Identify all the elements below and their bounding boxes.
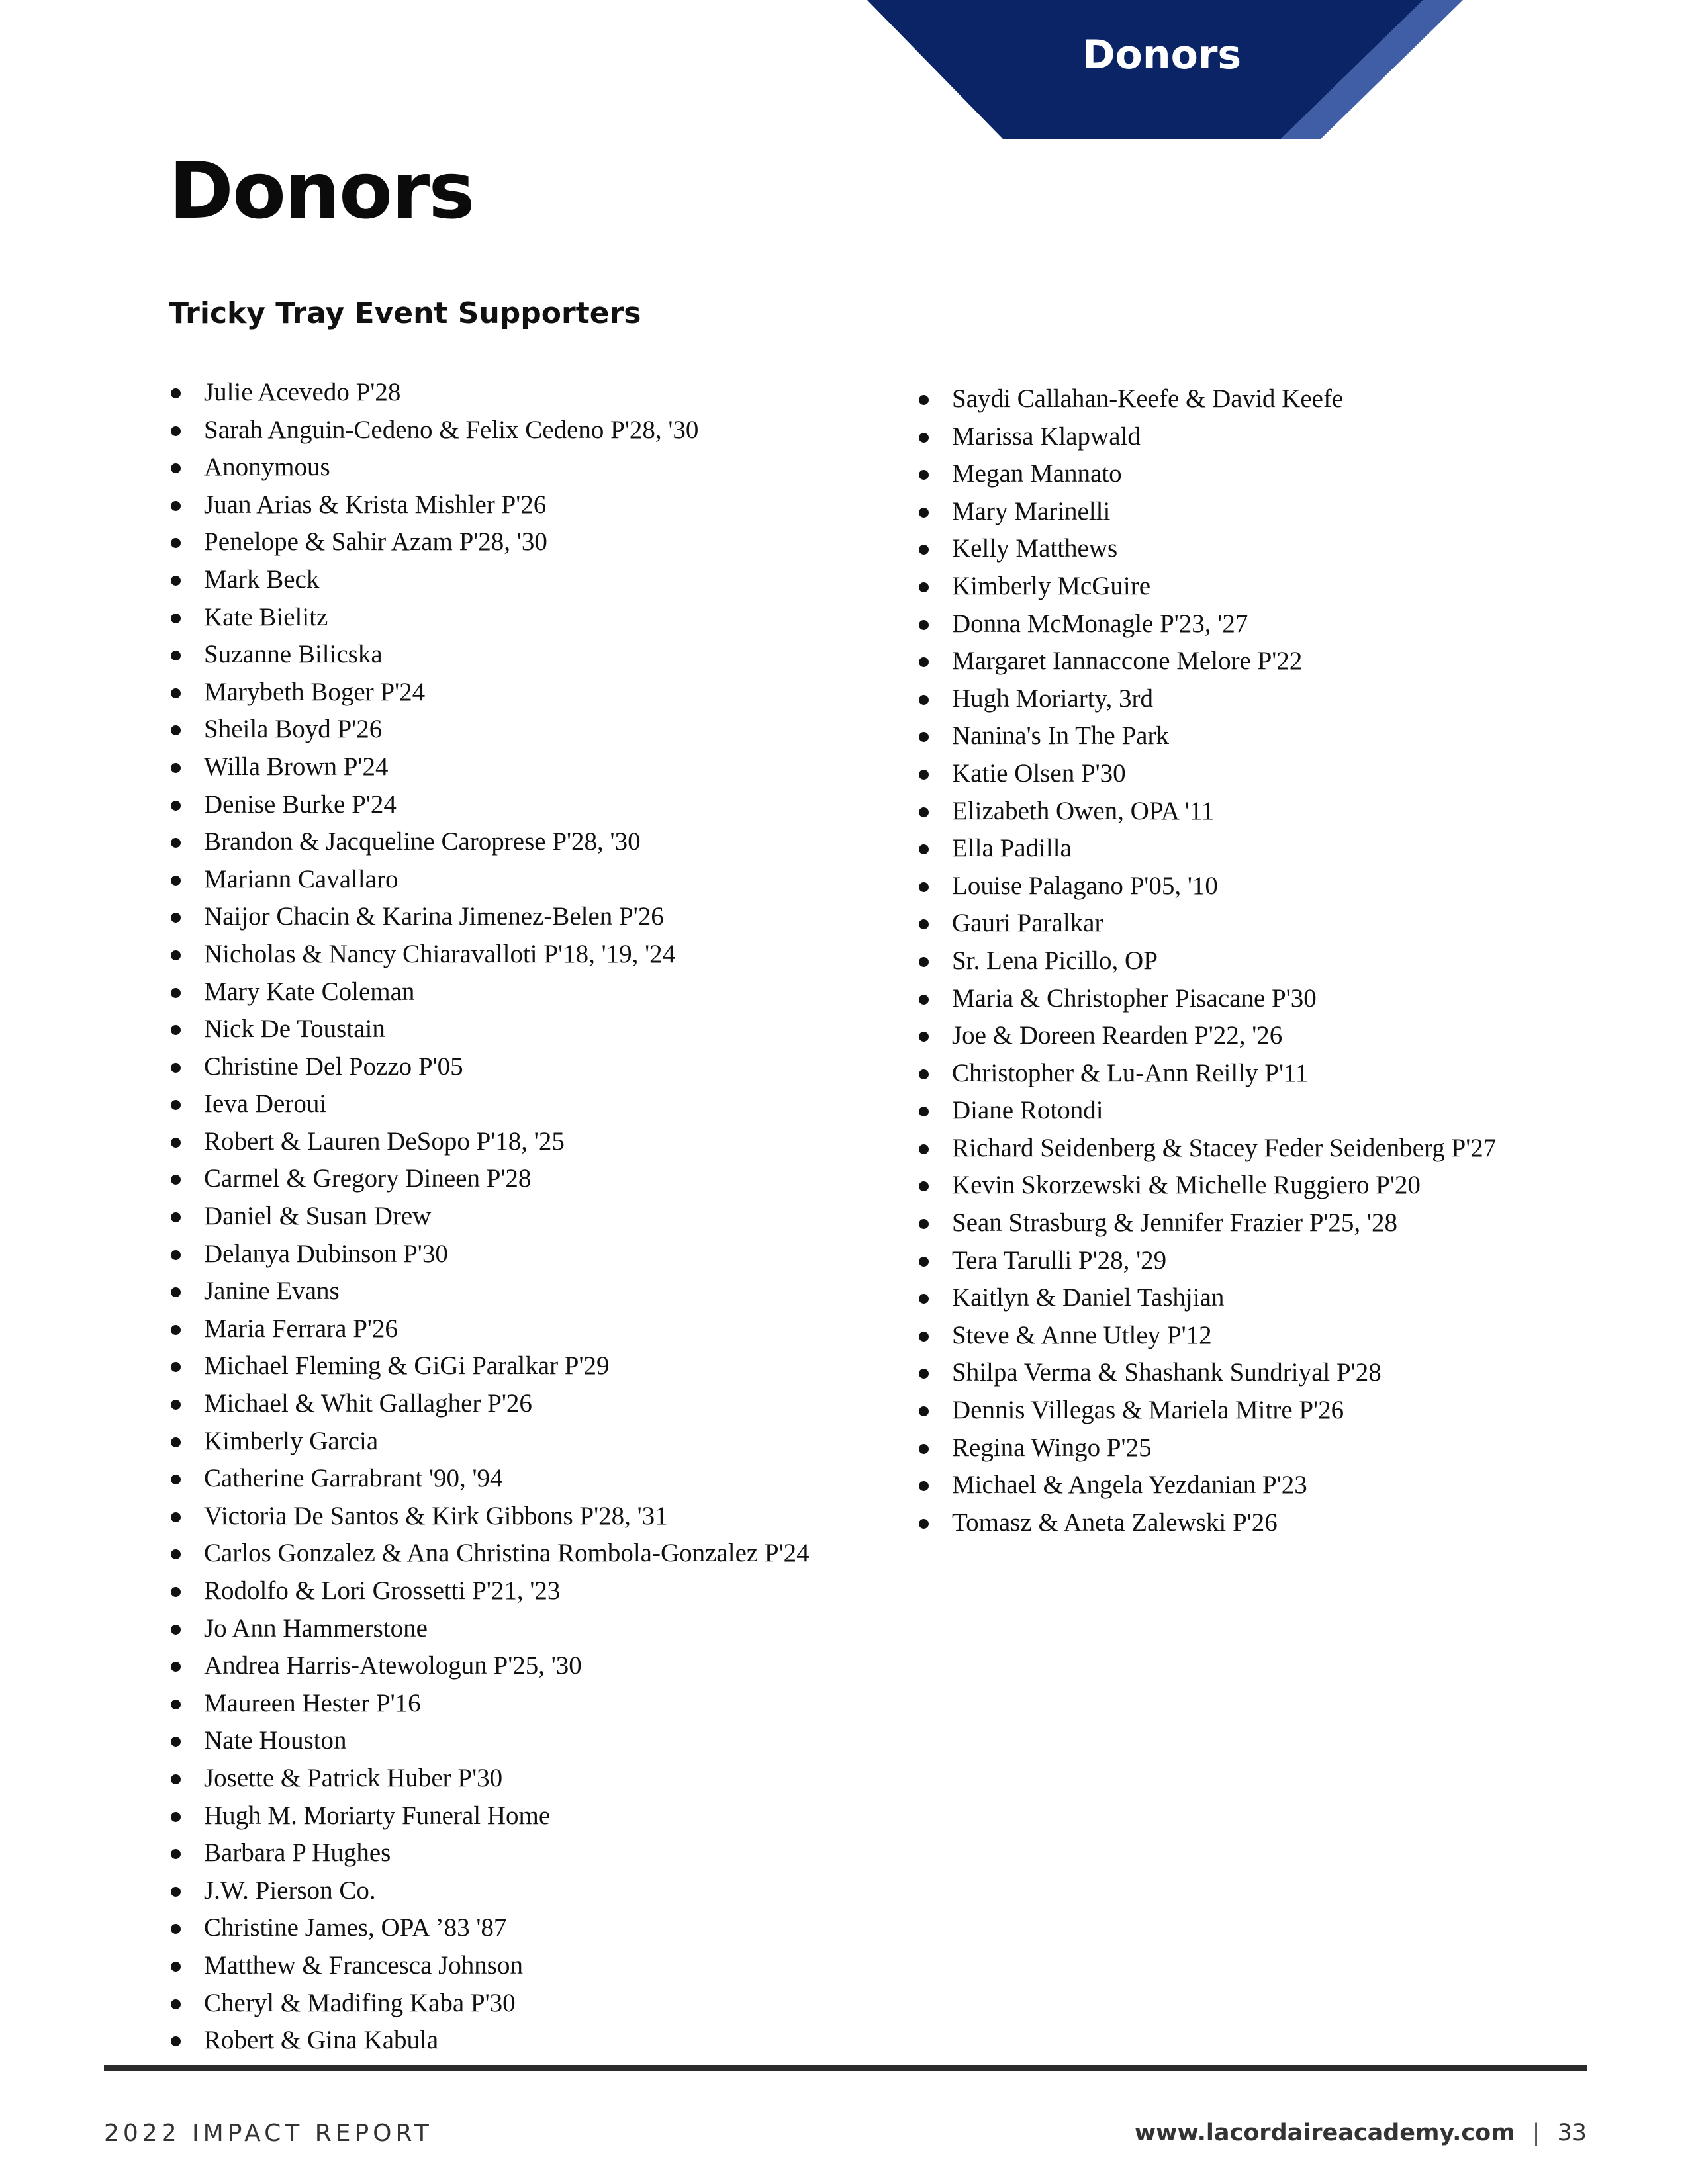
bullet-icon bbox=[919, 657, 929, 667]
donor-name: Julie Acevedo P'28 bbox=[204, 378, 401, 406]
donor-list-item bbox=[917, 568, 1496, 606]
bullet-icon bbox=[171, 2036, 181, 2046]
donor-list-item bbox=[169, 1347, 810, 1385]
donor-name: Marybeth Boger P'24 bbox=[204, 677, 426, 706]
bullet-icon bbox=[171, 1025, 181, 1035]
donor-list-item bbox=[917, 905, 1496, 942]
donor-name: Willa Brown P'24 bbox=[204, 752, 389, 781]
donor-list-right bbox=[917, 381, 1496, 1541]
bullet-icon bbox=[919, 1481, 929, 1491]
donor-list-item bbox=[169, 1647, 810, 1685]
donor-name: Richard Seidenberg & Stacey Feder Seidenberg P'27 bbox=[952, 1133, 1497, 1162]
donor-list-item bbox=[169, 1872, 810, 1910]
bullet-icon bbox=[171, 1250, 181, 1260]
donor-list-item bbox=[169, 523, 810, 561]
donor-name: Elizabeth Owen, OPA '11 bbox=[952, 796, 1215, 825]
bullet-icon bbox=[171, 838, 181, 848]
donor-list-item bbox=[169, 486, 810, 524]
bullet-icon bbox=[919, 919, 929, 929]
donor-name: Maureen Hester P'16 bbox=[204, 1688, 421, 1717]
donor-list-item bbox=[917, 1205, 1496, 1242]
donor-list-item bbox=[169, 1310, 810, 1348]
donor-name: Michael Fleming & GiGi Paralkar P'29 bbox=[204, 1351, 610, 1381]
bullet-icon bbox=[919, 1219, 929, 1229]
donor-name: Christopher & Lu-Ann Reilly P'11 bbox=[952, 1058, 1309, 1087]
bullet-icon bbox=[171, 1212, 181, 1222]
donor-list-item bbox=[917, 980, 1496, 1018]
donor-list-item bbox=[169, 1011, 810, 1048]
footer-divider bbox=[104, 2065, 1587, 2071]
bullet-icon bbox=[171, 576, 181, 586]
donor-name: Hugh Moriarty, 3rd bbox=[952, 684, 1154, 713]
donor-list-item bbox=[917, 830, 1496, 868]
donor-name: Christine Del Pozzo P'05 bbox=[204, 1052, 463, 1081]
donor-list-item bbox=[169, 749, 810, 786]
donor-name: Kimberly Garcia bbox=[204, 1426, 379, 1455]
bullet-icon bbox=[171, 426, 181, 436]
donor-list-item bbox=[169, 636, 810, 674]
donor-name: Saydi Callahan-Keefe & David Keefe bbox=[952, 385, 1344, 413]
donor-name: Kaitlyn & Daniel Tashjian bbox=[952, 1283, 1225, 1312]
donor-name: Victoria De Santos & Kirk Gibbons P'28, '31 bbox=[204, 1501, 668, 1530]
bullet-icon bbox=[171, 1475, 181, 1484]
donor-list-item bbox=[169, 1572, 810, 1610]
donor-list-item bbox=[169, 1460, 810, 1498]
donor-name: Kate Bielitz bbox=[204, 602, 328, 631]
donor-list-item bbox=[169, 1198, 810, 1236]
donor-list-item bbox=[169, 674, 810, 711]
donor-name: Diane Rotondi bbox=[952, 1096, 1103, 1125]
donor-name: Mary Marinelli bbox=[952, 496, 1111, 525]
donor-name: Carlos Gonzalez & Ana Christina Rombola-Gonzalez P'24 bbox=[204, 1539, 810, 1568]
page-title: Donors bbox=[169, 145, 474, 236]
donor-list-item bbox=[917, 530, 1496, 568]
bullet-icon bbox=[919, 1032, 929, 1042]
donor-list-item bbox=[169, 449, 810, 486]
donor-list-item bbox=[169, 1048, 810, 1086]
bullet-icon bbox=[919, 1332, 929, 1342]
donor-list-item bbox=[917, 455, 1496, 493]
donor-name: Mark Beck bbox=[204, 565, 320, 594]
donor-list-item bbox=[917, 1092, 1496, 1130]
donor-name: Maria & Christopher Pisacane P'30 bbox=[952, 983, 1317, 1013]
donor-name: Sheila Boyd P'26 bbox=[204, 715, 383, 744]
donor-list-item bbox=[917, 493, 1496, 531]
bullet-icon bbox=[171, 1400, 181, 1410]
bullet-icon bbox=[171, 1100, 181, 1110]
donor-name: Steve & Anne Utley P'12 bbox=[952, 1320, 1212, 1349]
donor-list-item bbox=[169, 1909, 810, 1947]
bullet-icon bbox=[171, 388, 181, 398]
donor-list-item bbox=[917, 1130, 1496, 1167]
donor-name: Penelope & Sahir Azam P'28, '30 bbox=[204, 527, 547, 557]
donor-list-item bbox=[917, 755, 1496, 793]
donor-name: Sarah Anguin-Cedeno & Felix Cedeno P'28, '30 bbox=[204, 415, 699, 444]
donor-list-item bbox=[169, 1985, 810, 2023]
bullet-icon bbox=[171, 1774, 181, 1784]
donor-list-item bbox=[169, 1273, 810, 1310]
bullet-icon bbox=[919, 882, 929, 892]
bullet-icon bbox=[171, 463, 181, 473]
donor-list-item bbox=[917, 1504, 1496, 1542]
donor-name: Nicholas & Nancy Chiaravalloti P'18, '19, '24 bbox=[204, 939, 676, 968]
bullet-icon bbox=[919, 1069, 929, 1079]
banner-label: Donors bbox=[1082, 32, 1242, 78]
bullet-icon bbox=[171, 1287, 181, 1297]
donor-name: Janine Evans bbox=[204, 1277, 340, 1306]
bullet-icon bbox=[919, 470, 929, 480]
footer-report-label: 2022 IMPACT REPORT bbox=[104, 2120, 433, 2147]
donor-name: Tera Tarulli P'28, '29 bbox=[952, 1246, 1167, 1275]
donor-name: Josette & Patrick Huber P'30 bbox=[204, 1763, 503, 1792]
donor-name: Marissa Klapwald bbox=[952, 422, 1141, 451]
donor-list-item bbox=[169, 1722, 810, 1760]
donor-list-item bbox=[169, 1236, 810, 1273]
donor-name: Jo Ann Hammerstone bbox=[204, 1614, 428, 1643]
donor-list-item bbox=[917, 868, 1496, 905]
donor-name: Delanya Dubinson P'30 bbox=[204, 1239, 448, 1268]
bullet-icon bbox=[919, 807, 929, 817]
donor-list-item bbox=[169, 1535, 810, 1572]
donor-name: Margaret Iannaccone Melore P'22 bbox=[952, 647, 1303, 676]
donor-name: Ella Padilla bbox=[952, 834, 1072, 863]
donor-list-item bbox=[169, 1610, 810, 1648]
bullet-icon bbox=[919, 395, 929, 405]
bullet-icon bbox=[919, 1369, 929, 1379]
bullet-icon bbox=[919, 770, 929, 780]
donor-list-item bbox=[917, 717, 1496, 755]
bullet-icon bbox=[919, 957, 929, 967]
donor-name: Mary Kate Coleman bbox=[204, 977, 415, 1006]
bullet-icon bbox=[171, 1325, 181, 1335]
donor-list-item bbox=[169, 1085, 810, 1123]
bullet-icon bbox=[171, 725, 181, 735]
bullet-icon bbox=[171, 1999, 181, 2009]
bullet-icon bbox=[919, 1406, 929, 1416]
bullet-icon bbox=[919, 620, 929, 630]
donor-list-item bbox=[169, 974, 810, 1011]
donor-list-item bbox=[917, 1354, 1496, 1392]
donor-name: Nick De Toustain bbox=[204, 1015, 385, 1044]
bullet-icon bbox=[919, 545, 929, 555]
donor-list-item bbox=[917, 680, 1496, 718]
donor-list-item bbox=[169, 374, 810, 412]
donor-name: Anonymous bbox=[204, 453, 330, 482]
donor-name: Joe & Doreen Rearden P'22, '26 bbox=[952, 1021, 1283, 1050]
bullet-icon bbox=[171, 1924, 181, 1934]
donor-name: Rodolfo & Lori Grossetti P'21, '23 bbox=[204, 1576, 561, 1605]
donor-name: Naijor Chacin & Karina Jimenez-Belen P'26 bbox=[204, 902, 664, 931]
donor-list-item bbox=[169, 1385, 810, 1423]
bullet-icon bbox=[171, 913, 181, 923]
bullet-icon bbox=[171, 1812, 181, 1822]
donor-list-item bbox=[169, 711, 810, 749]
donor-name: Mariann Cavallaro bbox=[204, 864, 399, 893]
donor-list-item bbox=[917, 793, 1496, 831]
donor-name: Christine James, OPA ’83 '87 bbox=[204, 1913, 507, 1942]
bullet-icon bbox=[171, 801, 181, 811]
donor-name: Regina Wingo P'25 bbox=[952, 1433, 1152, 1462]
donor-name: Kevin Skorzewski & Michelle Ruggiero P'20 bbox=[952, 1171, 1421, 1200]
donor-name: Kimberly McGuire bbox=[952, 571, 1151, 600]
donor-name: Louise Palagano P'05, '10 bbox=[952, 871, 1218, 900]
donor-name: Megan Mannato bbox=[952, 459, 1122, 488]
donor-list-item bbox=[917, 1017, 1496, 1055]
donor-list-item bbox=[917, 1392, 1496, 1430]
donor-list-item bbox=[917, 643, 1496, 680]
donor-list-item bbox=[169, 1123, 810, 1161]
bullet-icon bbox=[919, 732, 929, 742]
bullet-icon bbox=[171, 1512, 181, 1522]
bullet-icon bbox=[919, 1444, 929, 1454]
bullet-icon bbox=[919, 1294, 929, 1304]
donor-list-item bbox=[169, 561, 810, 599]
donor-name: Maria Ferrara P'26 bbox=[204, 1314, 398, 1343]
donor-name: Donna McMonagle P'23, '27 bbox=[952, 609, 1248, 638]
donor-list-item bbox=[169, 861, 810, 899]
donor-list-item bbox=[917, 1467, 1496, 1504]
bullet-icon bbox=[171, 1437, 181, 1447]
bullet-icon bbox=[171, 1662, 181, 1672]
bullet-icon bbox=[171, 876, 181, 886]
donor-name: Nanina's In The Park bbox=[952, 721, 1169, 751]
donor-name: Hugh M. Moriarty Funeral Home bbox=[204, 1801, 551, 1830]
bullet-icon bbox=[919, 508, 929, 518]
bullet-icon bbox=[171, 1887, 181, 1897]
donor-name: Ieva Deroui bbox=[204, 1089, 327, 1118]
bullet-icon bbox=[171, 1625, 181, 1635]
donor-name: Michael & Whit Gallagher P'26 bbox=[204, 1389, 532, 1418]
bullet-icon bbox=[919, 1257, 929, 1267]
bullet-icon bbox=[171, 950, 181, 960]
donor-name: Brandon & Jacqueline Caroprese P'28, '30 bbox=[204, 827, 641, 856]
donor-list-item bbox=[169, 823, 810, 861]
donor-name: Daniel & Susan Drew bbox=[204, 1202, 432, 1231]
donor-list-item bbox=[169, 1947, 810, 1985]
bullet-icon bbox=[919, 582, 929, 592]
bullet-icon bbox=[171, 501, 181, 511]
donor-name: Barbara P Hughes bbox=[204, 1839, 391, 1868]
footer-right bbox=[1135, 2120, 1587, 2146]
bullet-icon bbox=[171, 1175, 181, 1185]
donor-list-item bbox=[169, 898, 810, 936]
donor-name: Denise Burke P'24 bbox=[204, 790, 397, 819]
bullet-icon bbox=[171, 538, 181, 548]
bullet-icon bbox=[919, 995, 929, 1005]
bullet-icon bbox=[171, 1549, 181, 1559]
donor-list-item bbox=[169, 1160, 810, 1198]
donor-name: Carmel & Gregory Dineen P'28 bbox=[204, 1164, 532, 1193]
donor-list-item bbox=[169, 786, 810, 824]
donor-list-item bbox=[917, 1279, 1496, 1317]
donor-list-item bbox=[917, 1242, 1496, 1280]
bullet-icon bbox=[919, 844, 929, 854]
donor-name: Cheryl & Madifing Kaba P'30 bbox=[204, 1988, 516, 2017]
donor-list-item bbox=[169, 1498, 810, 1535]
donor-list-item bbox=[169, 936, 810, 974]
bullet-icon bbox=[171, 1138, 181, 1148]
donor-list-item bbox=[169, 1760, 810, 1797]
donor-name: Sean Strasburg & Jennifer Frazier P'25, '28 bbox=[952, 1208, 1397, 1238]
bullet-icon bbox=[919, 433, 929, 443]
donor-name: Robert & Lauren DeSopo P'18, '25 bbox=[204, 1126, 565, 1156]
bullet-icon bbox=[919, 1144, 929, 1154]
donor-name: Shilpa Verma & Shashank Sundriyal P'28 bbox=[952, 1358, 1382, 1387]
donor-name: Michael & Angela Yezdanian P'23 bbox=[952, 1471, 1307, 1500]
bullet-icon bbox=[919, 695, 929, 705]
bullet-icon bbox=[171, 1737, 181, 1747]
bullet-icon bbox=[919, 1107, 929, 1116]
donor-list-item bbox=[169, 1835, 810, 1872]
donor-name: Tomasz & Aneta Zalewski P'26 bbox=[952, 1508, 1278, 1537]
donor-list-item bbox=[169, 2022, 810, 2060]
donor-list-item bbox=[917, 1167, 1496, 1205]
donor-name: Sr. Lena Picillo, OP bbox=[952, 946, 1158, 975]
donor-list-item bbox=[169, 412, 810, 449]
donor-name: Kelly Matthews bbox=[952, 534, 1118, 563]
donor-list-item bbox=[917, 1430, 1496, 1467]
bullet-icon bbox=[171, 988, 181, 998]
page-number: 33 bbox=[1557, 2120, 1587, 2146]
bullet-icon bbox=[171, 1362, 181, 1372]
donor-list-item bbox=[917, 381, 1496, 418]
donor-list-left bbox=[169, 374, 810, 2060]
bullet-icon bbox=[171, 651, 181, 660]
bullet-icon bbox=[171, 614, 181, 623]
section-heading: Tricky Tray Event Supporters bbox=[169, 296, 641, 330]
donor-name: Dennis Villegas & Mariela Mitre P'26 bbox=[952, 1396, 1344, 1425]
donor-list-item bbox=[169, 1685, 810, 1723]
donor-name: Robert & Gina Kabula bbox=[204, 2026, 439, 2055]
bullet-icon bbox=[919, 1519, 929, 1529]
bullet-icon bbox=[171, 1700, 181, 1709]
donor-name: Juan Arias & Krista Mishler P'26 bbox=[204, 490, 547, 519]
donor-name: Katie Olsen P'30 bbox=[952, 758, 1126, 788]
bullet-icon bbox=[919, 1181, 929, 1191]
donor-list-item bbox=[169, 1797, 810, 1835]
header-banner bbox=[0, 0, 1688, 142]
donor-name: Nate Houston bbox=[204, 1726, 347, 1755]
donor-name: Catherine Garrabrant '90, '94 bbox=[204, 1464, 503, 1493]
donor-list-item bbox=[917, 606, 1496, 643]
donor-name: Gauri Paralkar bbox=[952, 909, 1103, 938]
donor-name: Andrea Harris-Atewologun P'25, '30 bbox=[204, 1651, 582, 1680]
bullet-icon bbox=[171, 1962, 181, 1972]
footer-separator: | bbox=[1532, 2120, 1540, 2146]
bullet-icon bbox=[171, 1063, 181, 1073]
donor-list-item bbox=[917, 418, 1496, 456]
donor-name: Suzanne Bilicska bbox=[204, 640, 383, 669]
donor-list-item bbox=[169, 599, 810, 637]
donor-list-item bbox=[169, 1423, 810, 1461]
bullet-icon bbox=[171, 1849, 181, 1859]
donor-list-item bbox=[917, 942, 1496, 980]
donor-name: Matthew & Francesca Johnson bbox=[204, 1950, 523, 1979]
donor-name: J.W. Pierson Co. bbox=[204, 1876, 376, 1905]
donor-list-item bbox=[917, 1055, 1496, 1093]
footer-website-link[interactable]: www.lacordaireacademy.com bbox=[1134, 2120, 1515, 2146]
bullet-icon bbox=[171, 763, 181, 773]
bullet-icon bbox=[171, 688, 181, 698]
bullet-icon bbox=[171, 1587, 181, 1597]
donor-list-item bbox=[917, 1317, 1496, 1355]
